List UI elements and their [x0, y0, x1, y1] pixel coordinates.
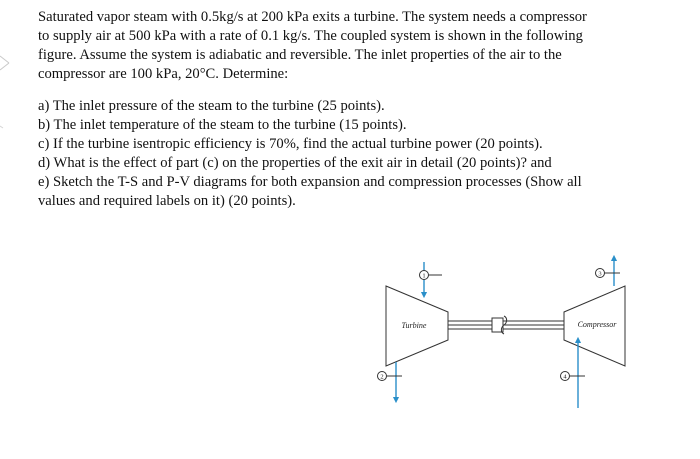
intro-line: figure. Assume the system is adiabatic and reversible. The inlet properties of the air to the [38, 47, 562, 63]
compressor-label: Compressor [577, 320, 617, 329]
question-a: a) The inlet pressure of the steam to the turbine (25 points). [38, 98, 385, 114]
question-e-continued: values and required labels on it) (20 points). [38, 193, 296, 209]
problem-intro [38, 8, 678, 84]
question-list [38, 97, 678, 211]
state-2-label: 2 [380, 373, 384, 381]
turbine-label: Turbine [401, 321, 427, 330]
turbine-compressor-diagram [368, 248, 638, 418]
state-4-inlet [561, 340, 586, 408]
state-3-label: 3 [598, 270, 602, 278]
state-1-label: 1 [422, 272, 426, 280]
page-edge-marks [0, 0, 10, 459]
state-4-label: 4 [563, 373, 567, 381]
intro-line: to supply air at 500 kPa with a rate of 0.1 kg/s. The coupled system is shown in the following [38, 28, 583, 44]
question-e: e) Sketch the T-S and P-V diagrams for both expansion and compression processes (Show all [38, 174, 582, 190]
state-1-inlet [420, 262, 443, 295]
intro-line: compressor are 100 kPa, 20°C. Determine: [38, 66, 289, 82]
connecting-shaft [448, 316, 564, 334]
state-2-exit [378, 362, 403, 400]
question-d: d) What is the effect of part (c) on the properties of the exit air in detail (20 points)? and [38, 155, 552, 171]
question-b: b) The inlet temperature of the steam to the turbine (15 points). [38, 117, 407, 133]
state-3-exit [596, 258, 621, 286]
intro-line: Saturated vapor steam with 0.5kg/s at 200 kPa exits a turbine. The system needs a compressor [38, 9, 587, 25]
question-c: c) If the turbine isentropic efficiency is 70%, find the actual turbine power (20 points). [38, 136, 543, 152]
